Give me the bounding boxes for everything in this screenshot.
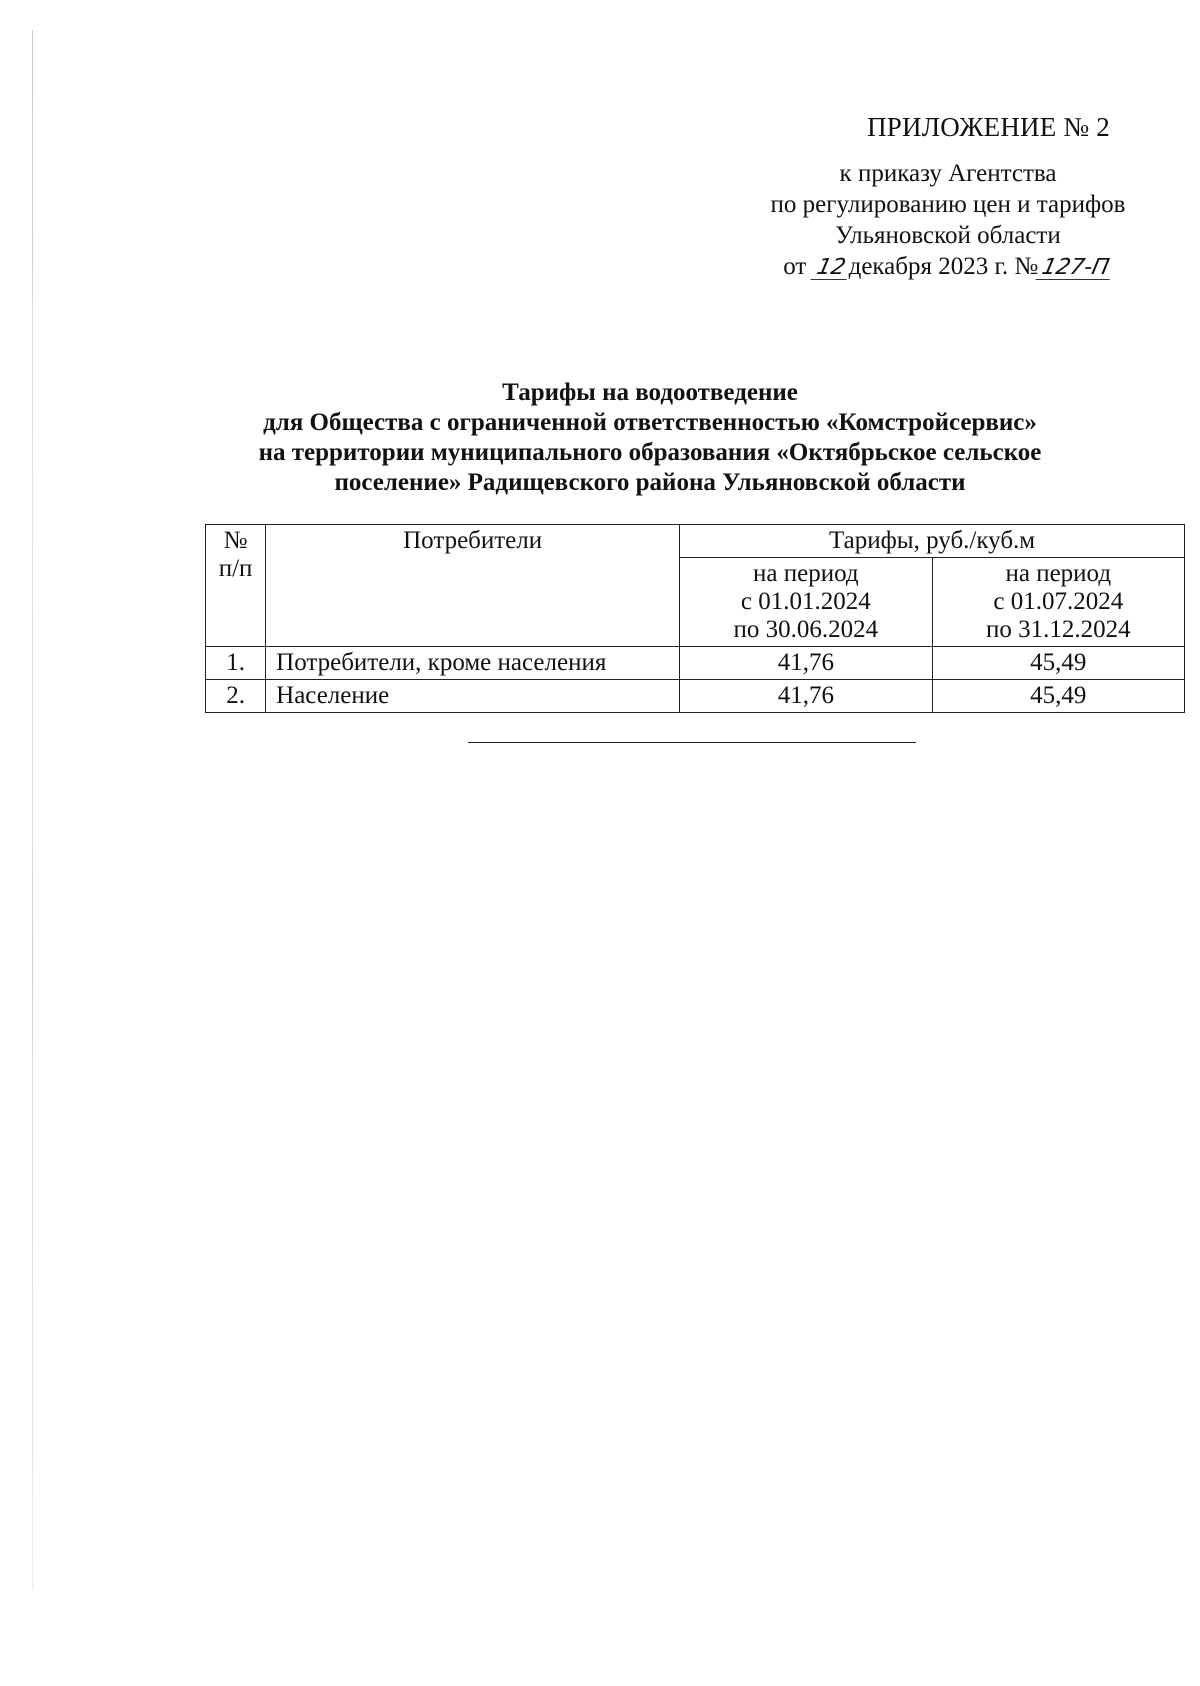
period-1-line: по 30.06.2024 [733,616,879,643]
order-line: Ульяновской области [835,222,1061,249]
row-consumer: Потребители, кроме населения [266,647,680,680]
header-num: № п/п [206,525,266,647]
scan-edge-line [32,30,33,1590]
period-2-line: по 31.12.2024 [985,616,1131,643]
appendix-title: ПРИЛОЖЕНИЕ № 2 [867,112,1110,142]
table-row [206,680,1185,713]
order-line: по регулированию цен и тарифов [770,191,1126,218]
date-rest: декабря 2023 г. № [848,253,1039,280]
title-line: для Общества с ограниченной ответственностью «Комстройсервис» [263,409,1037,436]
period-1-line: с 01.01.2024 [740,588,871,615]
header-period-1 [680,558,932,647]
order-date-line [718,251,1178,282]
date-prefix: от [783,253,807,280]
period-2-line: на период [1005,560,1112,587]
period-2-line: с 01.07.2024 [993,588,1124,615]
row-tariff-2: 45,49 [932,647,1184,680]
row-tariff-2: 45,49 [932,680,1184,713]
order-line: к приказу Агентства [839,160,1057,187]
document-title [190,378,1110,498]
handwritten-day: 12 [810,257,851,280]
order-reference [718,158,1178,282]
header-consumers: Потребители [266,525,680,647]
header-period-2 [932,558,1184,647]
title-line: поселение» Радищевского района Ульяновской области [334,469,966,496]
tariffs-table [205,524,1185,713]
row-consumer: Население [266,680,680,713]
title-line: на территории муниципального образования «Октябрьское сельское [258,439,1042,466]
table-row [206,647,1185,680]
period-1-line: на период [753,560,859,587]
header-tariffs-group: Тарифы, руб./куб.м [680,525,1185,558]
table-header-row [206,525,1185,558]
title-line: Тарифы на водоотведение [502,379,798,406]
row-tariff-1: 41,76 [680,647,932,680]
handwritten-order-number: 127-П [1036,257,1115,280]
row-num: 2. [206,680,266,713]
row-num: 1. [206,647,266,680]
row-tariff-1: 41,76 [680,680,932,713]
end-divider [468,742,916,743]
